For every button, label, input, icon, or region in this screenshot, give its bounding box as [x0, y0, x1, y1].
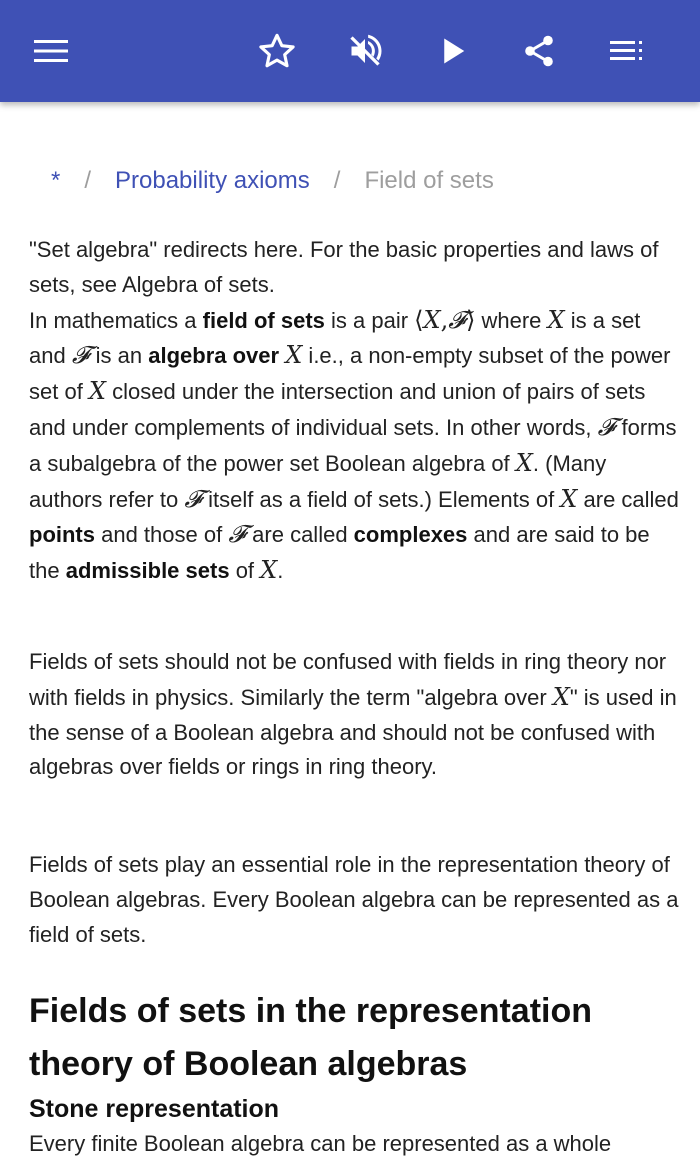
breadcrumb	[51, 165, 494, 197]
share-button[interactable]	[511, 23, 567, 79]
term-algebra-over: algebra over	[148, 343, 280, 369]
breadcrumb-separator: /	[333, 167, 341, 194]
representation-paragraph: Fields of sets play an essential role in the representation theory of Boolean algebras. Every Boolean algebra can be represented as a field of sets.	[29, 852, 679, 947]
term-field-of-sets: field of sets	[202, 307, 325, 333]
playlist-icon	[610, 39, 644, 63]
bookmark-button[interactable]	[249, 23, 305, 79]
app-bar	[0, 0, 700, 102]
play-button[interactable]	[425, 23, 481, 79]
play-icon	[438, 36, 468, 66]
menu-icon	[34, 39, 68, 63]
breadcrumb-home-link[interactable]: *	[51, 167, 61, 194]
share-icon	[521, 32, 557, 70]
mute-button[interactable]	[337, 23, 393, 79]
term-points: points	[29, 522, 95, 548]
breadcrumb-separator: /	[84, 167, 92, 194]
volume-off-icon	[347, 33, 383, 69]
section-heading: Fields of sets in the representation theory of Boolean algebras	[29, 992, 593, 1083]
disambiguation-paragraph: Fields of sets should not be confused with fields in ring theory nor with fields in physics. Similarly the term "algebra over X" is used in the sense of a Boolean algebra and should not be confused with algebras over fields or rings in ring theory.	[29, 649, 677, 780]
menu-button[interactable]	[23, 23, 79, 79]
subsection-heading: Stone representation	[29, 1095, 280, 1123]
intro-paragraph	[29, 233, 679, 589]
definition-text: In mathematics a field of sets is a pair ⟨X,𝓕⟩ where X is a set and 𝓕 is an algebra over X i.e., a non-empty subset of the power set of X closed under the intersection and union of pairs of sets and under complements of individual sets. In other words, 𝓕 forms a subalgebra of the power set Boolean algebra of X. (Many authors refer to 𝓕 itself as a field of sets.) Elements of X are called points and those of 𝓕 are called complexes and are said to be the admissible sets of X.	[29, 305, 679, 585]
breadcrumb-parent-link[interactable]: Probability axioms	[115, 167, 310, 194]
stone-paragraph: Every finite Boolean algebra can be represented as a whole	[29, 1131, 612, 1156]
term-complexes: complexes	[353, 522, 468, 548]
redirect-note: "Set algebra" redirects here. For the basic properties and laws of sets, see Algebra of sets.	[29, 237, 659, 297]
term-admissible-sets: admissible sets	[65, 558, 230, 584]
star-outline-icon	[258, 33, 296, 69]
playlist-button[interactable]	[599, 23, 655, 79]
breadcrumb-current: Field of sets	[364, 167, 494, 194]
